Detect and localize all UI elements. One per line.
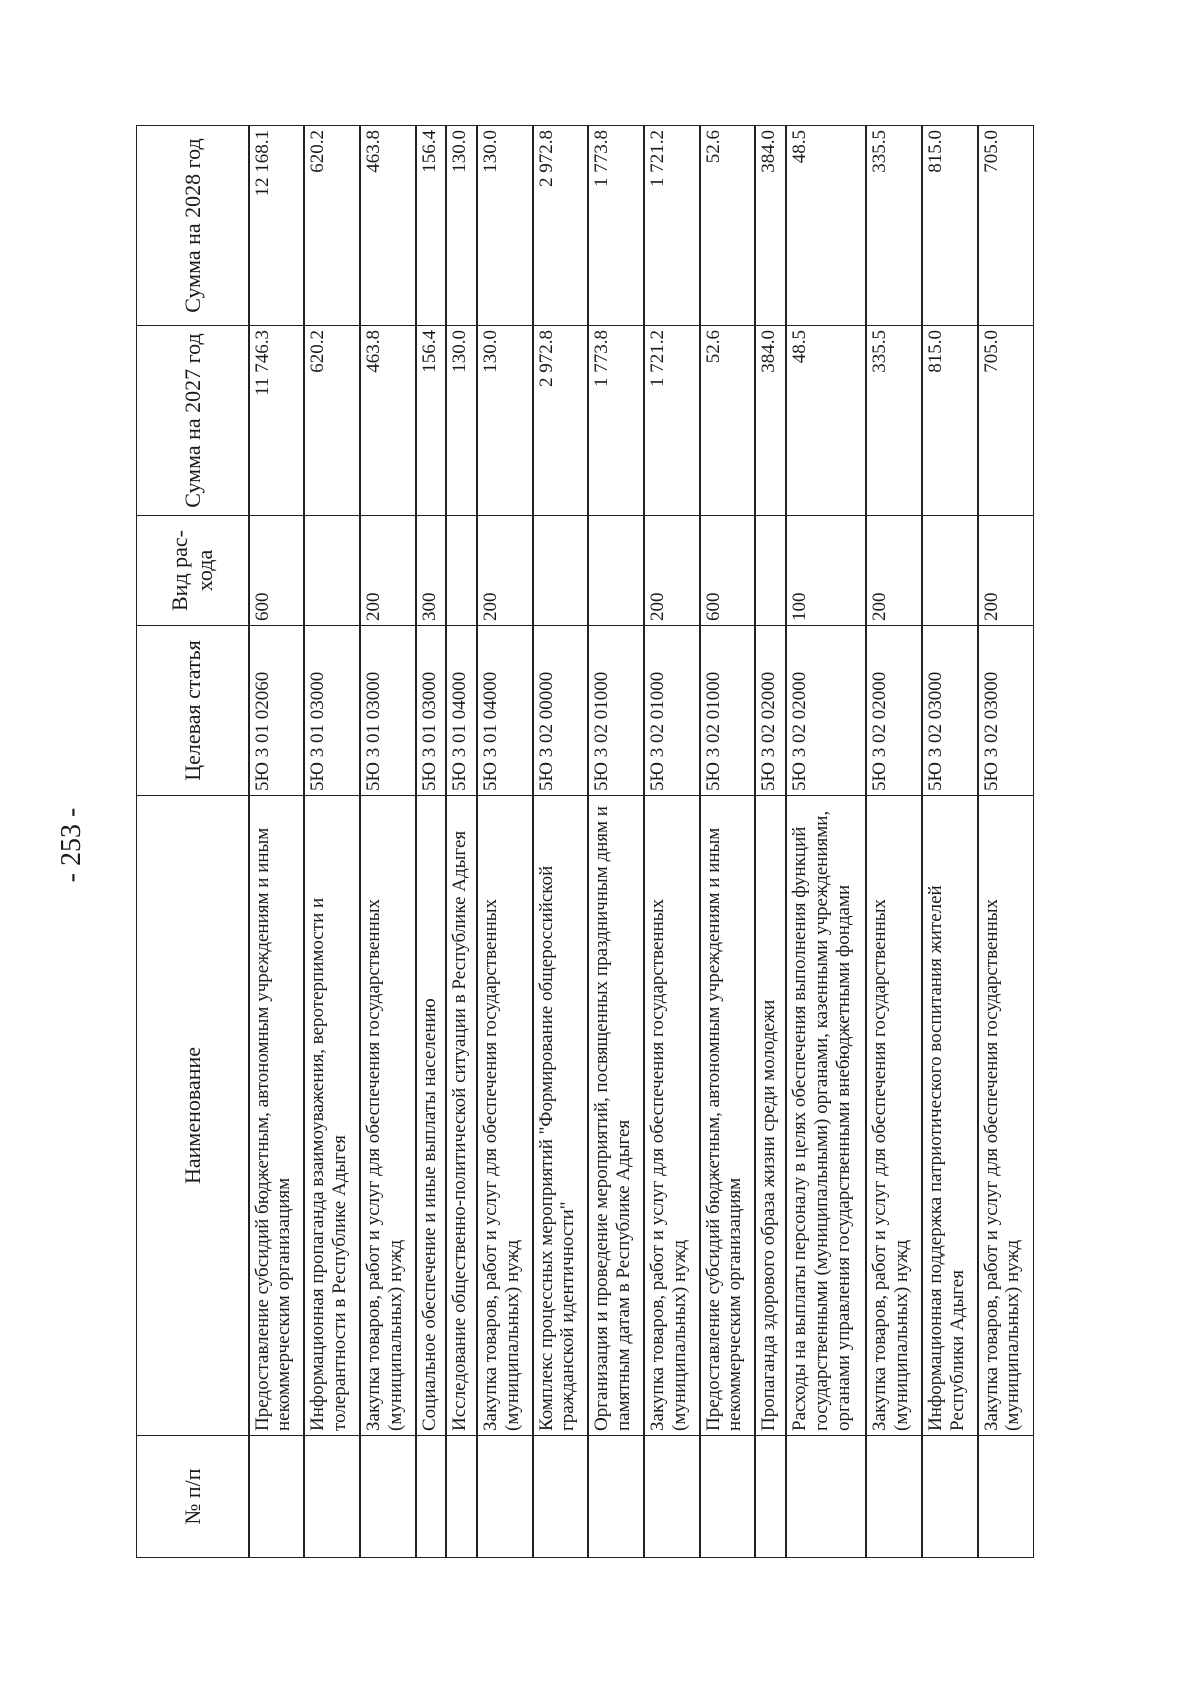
cell-vid: 300 <box>416 516 447 626</box>
cell-num <box>755 1436 786 1558</box>
cell-sum-2027: 1 721.2 <box>644 326 700 516</box>
cell-num <box>446 1436 477 1558</box>
cell-code: 5Ю 3 02 03000 <box>922 626 978 796</box>
header-num: № п/п <box>137 1436 249 1558</box>
cell-name: Закупка товаров, работ и услуг для обеспечения государственных (муниципальных) нужд <box>644 796 700 1436</box>
cell-num <box>700 1436 756 1558</box>
cell-sum-2027: 815.0 <box>922 326 978 516</box>
cell-sum-2028: 130.0 <box>477 126 533 326</box>
cell-sum-2028: 52.6 <box>700 126 756 326</box>
table-row <box>249 126 305 1558</box>
cell-sum-2027: 463.8 <box>360 326 416 516</box>
cell-sum-2028: 12 168.1 <box>249 126 305 326</box>
cell-sum-2027: 130.0 <box>477 326 533 516</box>
cell-name: Исследование общественно-политической ситуации в Республике Адыгея <box>446 796 477 1436</box>
cell-num <box>866 1436 922 1558</box>
cell-code: 5Ю 3 02 00000 <box>533 626 589 796</box>
cell-sum-2028: 384.0 <box>755 126 786 326</box>
cell-sum-2028: 705.0 <box>978 126 1034 326</box>
cell-name: Пропаганда здорового образа жизни среди молодежи <box>755 796 786 1436</box>
cell-sum-2027: 384.0 <box>755 326 786 516</box>
header-sum-2028: Сумма на 2028 год <box>137 126 249 326</box>
cell-code: 5Ю 3 01 04000 <box>477 626 533 796</box>
cell-code: 5Ю 3 02 01000 <box>588 626 644 796</box>
cell-num <box>588 1436 644 1558</box>
cell-sum-2028: 156.4 <box>416 126 447 326</box>
cell-code: 5Ю 3 02 01000 <box>644 626 700 796</box>
cell-vid: 600 <box>249 516 305 626</box>
cell-sum-2027: 620.2 <box>304 326 360 516</box>
page-number: - 253 - <box>56 807 87 883</box>
table-row <box>533 126 589 1558</box>
cell-vid <box>446 516 477 626</box>
cell-vid <box>304 516 360 626</box>
cell-name: Закупка товаров, работ и услуг для обеспечения государственных (муниципальных) нужд <box>978 796 1034 1436</box>
table-row <box>786 126 866 1558</box>
cell-vid: 200 <box>477 516 533 626</box>
table-row <box>755 126 786 1558</box>
cell-name: Комплекс процессных мероприятий "Формирование общероссийской гражданской идентичности" <box>533 796 589 1436</box>
cell-name: Информационная пропаганда взаимоуважения, веротерпимости и толерантности в Республике Адыгея <box>304 796 360 1436</box>
table-row <box>644 126 700 1558</box>
cell-name: Закупка товаров, работ и услуг для обеспечения государственных (муниципальных) нужд <box>866 796 922 1436</box>
cell-num <box>249 1436 305 1558</box>
cell-name: Информационная поддержка патриотического воспитания жителей Республики Адыгея <box>922 796 978 1436</box>
cell-sum-2027: 2 972.8 <box>533 326 589 516</box>
cell-sum-2028: 130.0 <box>446 126 477 326</box>
cell-num <box>922 1436 978 1558</box>
cell-num <box>360 1436 416 1558</box>
cell-sum-2027: 52.6 <box>700 326 756 516</box>
cell-sum-2027: 705.0 <box>978 326 1034 516</box>
header-code: Целевая статья <box>137 626 249 796</box>
table-row <box>588 126 644 1558</box>
cell-num <box>533 1436 589 1558</box>
cell-num <box>644 1436 700 1558</box>
cell-vid: 200 <box>644 516 700 626</box>
cell-name: Расходы на выплаты персоналу в целях обеспечения выполнения функций государственными (муниципальными) органами, казенными учреждениями, органами управления государственными внебюджетными фондами <box>786 796 866 1436</box>
cell-sum-2028: 2 972.8 <box>533 126 589 326</box>
cell-sum-2028: 1 773.8 <box>588 126 644 326</box>
cell-sum-2027: 11 746.3 <box>249 326 305 516</box>
cell-sum-2027: 48.5 <box>786 326 866 516</box>
cell-name: Социальное обеспечение и иные выплаты населению <box>416 796 447 1436</box>
cell-sum-2028: 1 721.2 <box>644 126 700 326</box>
cell-sum-2027: 130.0 <box>446 326 477 516</box>
cell-code: 5Ю 3 02 01000 <box>700 626 756 796</box>
cell-num <box>477 1436 533 1558</box>
cell-code: 5Ю 3 01 03000 <box>416 626 447 796</box>
cell-sum-2028: 335.5 <box>866 126 922 326</box>
table-row <box>700 126 756 1558</box>
cell-code: 5Ю 3 02 02000 <box>866 626 922 796</box>
table-row <box>922 126 978 1558</box>
cell-vid: 200 <box>866 516 922 626</box>
cell-sum-2028: 463.8 <box>360 126 416 326</box>
cell-sum-2028: 620.2 <box>304 126 360 326</box>
table-row <box>360 126 416 1558</box>
cell-name: Организация и проведение мероприятий, посвященных праздничным дням и памятным датам в Республике Адыгея <box>588 796 644 1436</box>
cell-code: 5Ю 3 02 02000 <box>786 626 866 796</box>
cell-code: 5Ю 3 01 03000 <box>360 626 416 796</box>
table-row <box>978 126 1034 1558</box>
table-row <box>446 126 477 1558</box>
cell-num <box>416 1436 447 1558</box>
table-row <box>304 126 360 1558</box>
cell-sum-2028: 815.0 <box>922 126 978 326</box>
budget-table <box>136 125 1034 1558</box>
table-row <box>866 126 922 1558</box>
cell-name: Предоставление субсидий бюджетным, автономным учреждениям и иным некоммерческим организациям <box>700 796 756 1436</box>
rotated-table-container <box>136 126 1034 1558</box>
cell-name: Закупка товаров, работ и услуг для обеспечения государственных (муниципальных) нужд <box>477 796 533 1436</box>
cell-num <box>978 1436 1034 1558</box>
cell-num <box>786 1436 866 1558</box>
cell-num <box>304 1436 360 1558</box>
cell-code: 5Ю 3 02 03000 <box>978 626 1034 796</box>
cell-vid <box>755 516 786 626</box>
cell-vid: 200 <box>360 516 416 626</box>
cell-vid: 200 <box>978 516 1034 626</box>
header-vid: Вид рас-хода <box>137 516 249 626</box>
header-name: Наименование <box>137 796 249 1436</box>
cell-vid <box>588 516 644 626</box>
cell-code: 5Ю 3 01 04000 <box>446 626 477 796</box>
table-header-row <box>137 126 249 1558</box>
cell-vid <box>533 516 589 626</box>
cell-sum-2027: 1 773.8 <box>588 326 644 516</box>
cell-name: Закупка товаров, работ и услуг для обеспечения государственных (муниципальных) нужд <box>360 796 416 1436</box>
cell-vid <box>922 516 978 626</box>
cell-code: 5Ю 3 01 03000 <box>304 626 360 796</box>
cell-sum-2027: 335.5 <box>866 326 922 516</box>
table-row <box>416 126 447 1558</box>
cell-vid: 100 <box>786 516 866 626</box>
cell-vid: 600 <box>700 516 756 626</box>
cell-sum-2028: 48.5 <box>786 126 866 326</box>
cell-code: 5Ю 3 01 02060 <box>249 626 305 796</box>
cell-code: 5Ю 3 02 02000 <box>755 626 786 796</box>
cell-sum-2027: 156.4 <box>416 326 447 516</box>
header-sum-2027: Сумма на 2027 год <box>137 326 249 516</box>
table-row <box>477 126 533 1558</box>
cell-name: Предоставление субсидий бюджетным, автономным учреждениям и иным некоммерческим организациям <box>249 796 305 1436</box>
